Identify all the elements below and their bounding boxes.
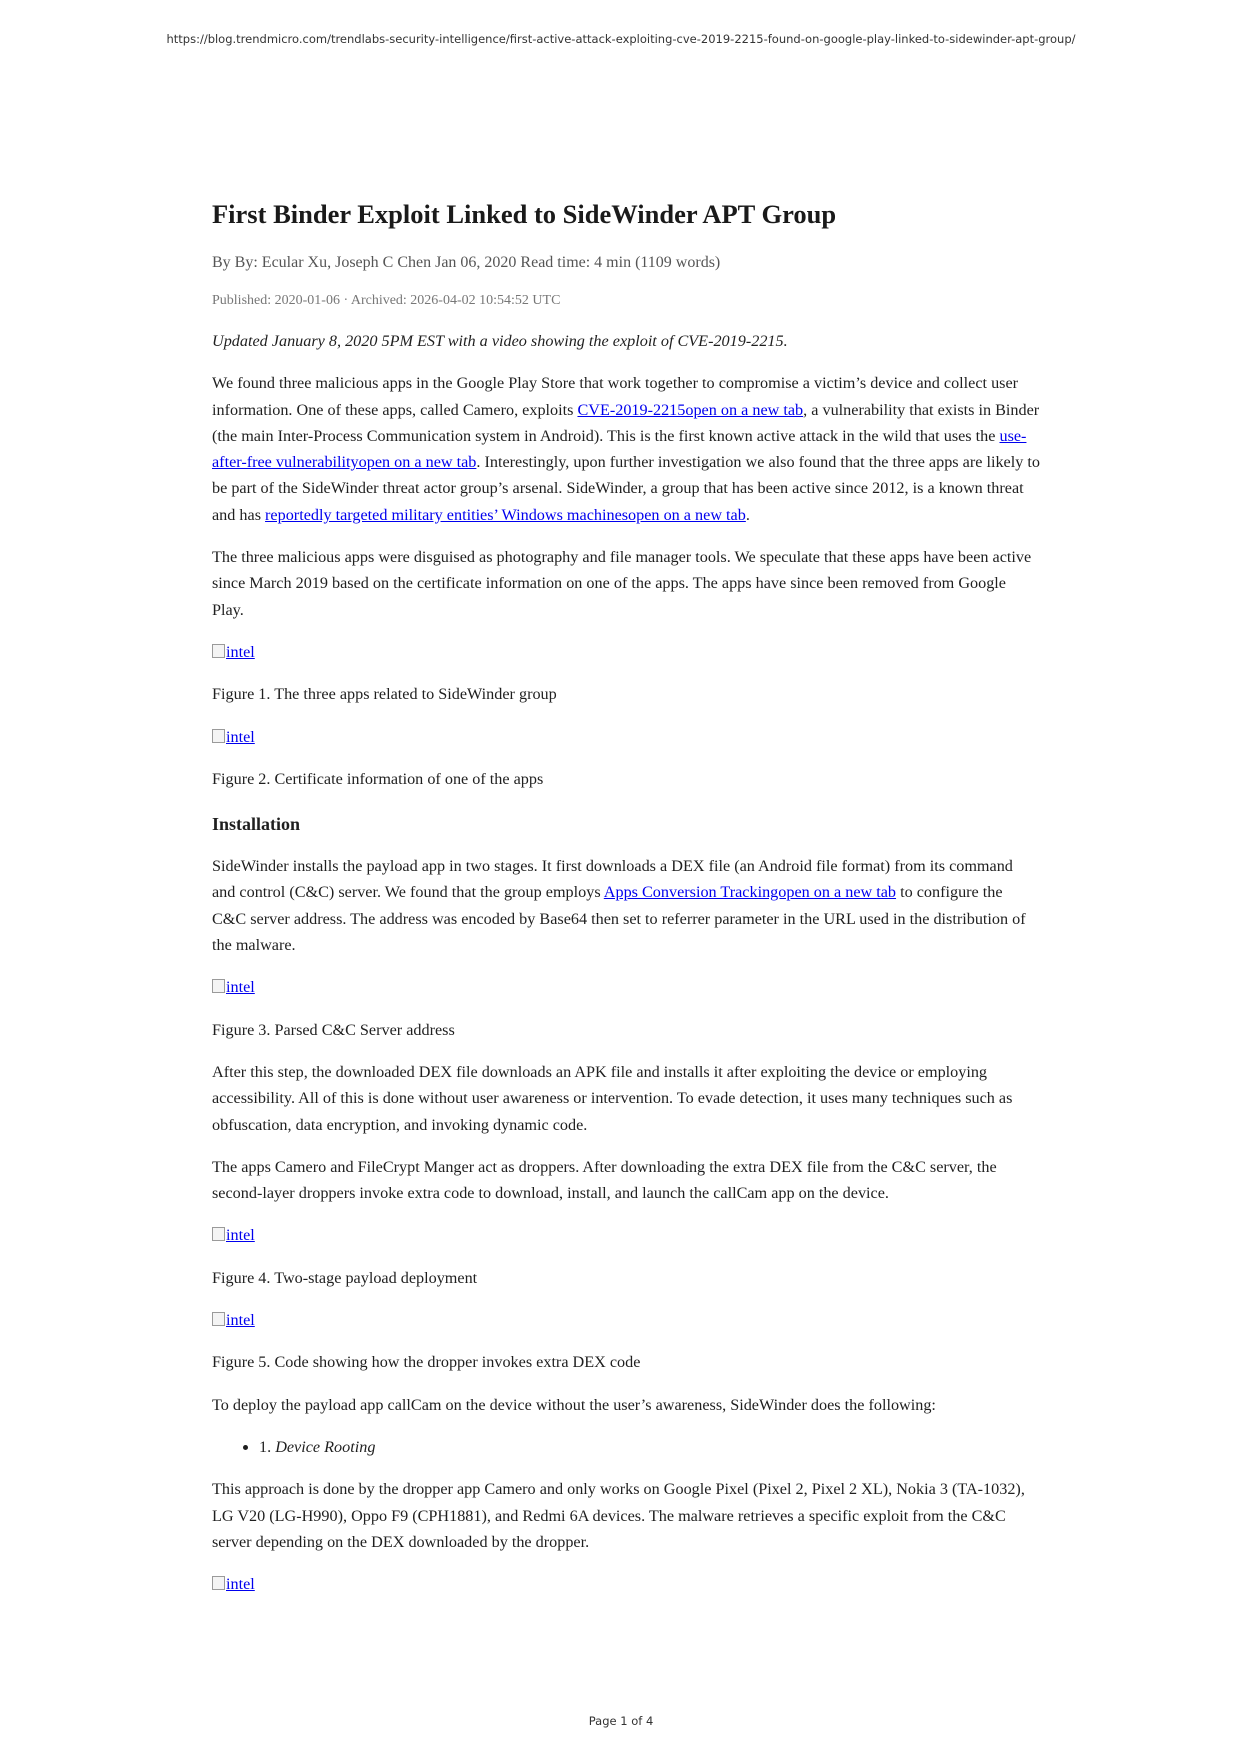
byline: By By: Ecular Xu, Joseph C Chen Jan 06, 2020 Read time: 4 min (1109 words): [212, 254, 721, 271]
published-info: Published: 2020-01-06 · Archived: 2026-04-02 10:54:52 UTC: [212, 293, 561, 308]
article-title: First Binder Exploit Linked to SideWinder APT Group: [212, 199, 837, 229]
figure3-image-link[interactable]: [212, 974, 255, 1000]
figure5-caption: Figure 5. Code showing how the dropper invokes extra DEX code: [212, 1353, 641, 1372]
figure2-caption: Figure 2. Certificate information of one of the apps: [212, 769, 544, 788]
broken-image-icon: [212, 1312, 225, 1326]
broken-image-icon: [212, 1576, 225, 1590]
figure1-caption: Figure 1. The three apps related to SideWinder group: [212, 685, 557, 704]
broken-image-icon: [212, 1227, 225, 1241]
source-url: https://blog.trendmicro.com/trendlabs-security-intelligence/first-active-attack-exploiting-cve-2019-2215-found-on-google-play-linked-to-sidewinder-apt-group/: [166, 32, 1076, 46]
after-step-paragraph: After this step, the downloaded DEX file downloads an APK file and installs it after exploiting the device or employing accessibility. All of this is done without user awareness or intervention. To evade detection, it uses many techniques such as obfuscation, data encryption, and invoking dynamic code.: [212, 1062, 1013, 1134]
disguise-paragraph: The three malicious apps were disguised as photography and file manager tools. We speculate that these apps have been active since March 2019 based on the certificate information on one of the apps. The apps have since been removed from Google Play.: [212, 548, 1032, 619]
page-number: Page 1 of 4: [588, 1714, 654, 1728]
military-entities-link[interactable]: reportedly targeted military entities’ Windows machinesopen on a new tab: [265, 505, 746, 524]
text-span: SideWinder installs the payload app in two stages. It first downloads a DEX file (an Android file format) from its command and control (C&C) server. We found that the group employs: [212, 857, 1013, 902]
rooting-paragraph: This approach is done by the dropper app Camero and only works on Google Pixel (Pixel 2, Pixel 2 XL), Nokia 3 (TA-1032), LG V20 (LG-H990), Oppo F9 (CPH1881), and Redmi 6A devices. The malware retrieves a specific exploit from the C&C server depending on the DEX downloaded by the dropper.: [212, 1480, 1025, 1551]
deploy-paragraph: To deploy the payload app callCam on the device without the user’s awareness, SideWinder does the following:: [212, 1395, 936, 1414]
figure2-image-link[interactable]: [212, 724, 255, 750]
steps-list: [212, 1434, 1040, 1460]
apps-conversion-tracking-link[interactable]: Apps Conversion Trackingopen on a new tab: [603, 883, 897, 902]
installation-heading: Installation: [212, 814, 301, 835]
image-alt-text: intel: [226, 1311, 255, 1330]
text-span: .: [745, 505, 750, 524]
image-alt-text: intel: [226, 642, 255, 661]
text-span: , a vulnerability that exists in Binder (the main Inter-Process Communication system in Android). This is the first known active attack in the wild that uses the: [212, 400, 1040, 445]
image-alt-text: intel: [226, 978, 255, 997]
list-item: [259, 1434, 1040, 1460]
cve-link[interactable]: CVE-2019-2215open on a new tab: [577, 400, 804, 419]
list-item-text: Device Rooting: [275, 1437, 376, 1456]
use-after-free-link[interactable]: use-after-free vulnerabilityopen on a new tab: [212, 426, 1027, 472]
broken-image-icon: [212, 979, 225, 993]
image-alt-text: intel: [226, 727, 255, 746]
figure1-image-link[interactable]: [212, 639, 255, 665]
image-alt-text: intel: [226, 1226, 255, 1245]
image-alt-text: intel: [226, 1575, 255, 1594]
update-note: Updated January 8, 2020 5PM EST with a video showing the exploit of CVE-2019-2215.: [212, 332, 788, 350]
figure3-caption: Figure 3. Parsed C&C Server address: [212, 1020, 455, 1039]
text-span: . Interestingly, upon further investigation we also found that the three apps are likely to be part of the SideWinder threat actor group’s arsenal. SideWinder, a group that has been active since 2012, is a known threat and has: [212, 453, 1040, 524]
figure4-image-link[interactable]: [212, 1222, 255, 1248]
broken-image-icon: [212, 644, 225, 658]
list-item-number: 1.: [259, 1437, 276, 1456]
figure4-caption: Figure 4. Two-stage payload deployment: [212, 1268, 478, 1287]
text-span: We found three malicious apps in the Google Play Store that work together to compromise a victim’s device and collect user information. One of these apps, called Camero, exploits: [212, 374, 1019, 419]
figure6-image-link[interactable]: [212, 1571, 255, 1597]
broken-image-icon: [212, 729, 225, 743]
figure5-image-link[interactable]: [212, 1307, 255, 1333]
text-span: to configure the C&C server address. The address was encoded by Base64 then set to referrer parameter in the URL used in the distribution of the malware.: [212, 883, 1026, 955]
droppers-paragraph: The apps Camero and FileCrypt Manger act as droppers. After downloading the extra DEX file from the C&C server, the second-layer droppers invoke extra code to download, install, and launch the callCam app on the device.: [212, 1157, 997, 1203]
intro-paragraph: [212, 370, 1040, 528]
article: [212, 196, 1040, 1613]
installation-paragraph: [212, 853, 1040, 958]
